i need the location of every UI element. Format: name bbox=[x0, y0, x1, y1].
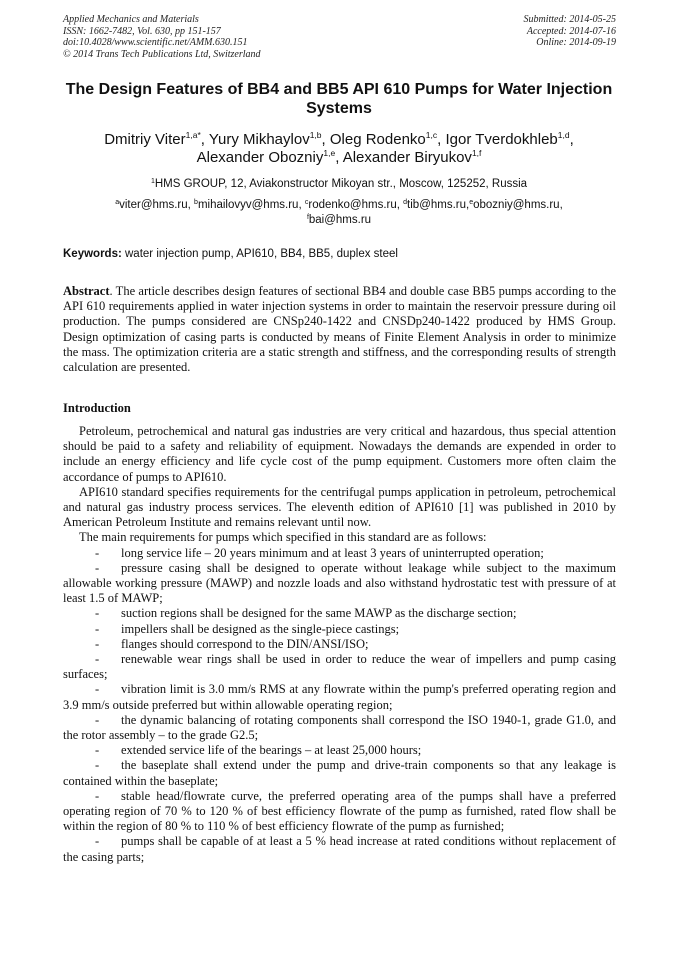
paragraph: The main requirements for pumps which specified in this standard are as follows: bbox=[79, 530, 487, 545]
requirements-list bbox=[63, 546, 616, 865]
email-link[interactable]: rodenko@hms.ru bbox=[308, 199, 397, 211]
section-heading-introduction: Introduction bbox=[63, 401, 131, 415]
email-link[interactable]: tib@hms.ru bbox=[407, 199, 467, 211]
list-item bbox=[63, 637, 616, 652]
paper-title: The Design Features of BB4 and BB5 API 610 Pumps for Water Injection Systems bbox=[65, 81, 613, 117]
author-affiliation-mark: 1,f bbox=[471, 148, 482, 158]
list-item bbox=[63, 546, 616, 561]
list-bullet: - bbox=[95, 743, 100, 758]
list-bullet: - bbox=[95, 636, 100, 651]
submitted-date: Submitted: 2014-05-25 bbox=[523, 14, 616, 25]
submission-dates bbox=[524, 14, 617, 49]
list-item-text: long service life – 20 years minimum and at least 3 years of uninterrupted operation; bbox=[121, 545, 544, 560]
paragraph: API610 standard specifies requirements for the centrifugal pumps application in petroleum, petrochemical and natural gas industry process services. The eleventh edition of API610 [1] was published in 2010 by American Petroleum Institute and remains relevant until now. bbox=[63, 484, 616, 530]
list-bullet: - bbox=[95, 758, 100, 773]
author-affiliation-mark: 1,a* bbox=[185, 130, 201, 140]
email-link[interactable]: mihailovyv@hms.ru bbox=[197, 199, 299, 211]
author-name: Alexander Obozniy bbox=[196, 149, 324, 166]
introduction-body bbox=[63, 424, 616, 865]
list-bullet: - bbox=[95, 606, 100, 621]
list-bullet: - bbox=[95, 712, 100, 727]
author-affiliation-mark: 1,e bbox=[323, 148, 336, 158]
list-item bbox=[63, 789, 616, 835]
online-date: Online: 2014-09-19 bbox=[536, 37, 616, 48]
list-bullet: - bbox=[95, 834, 100, 849]
list-item bbox=[63, 713, 616, 743]
author-name: Alexander Biryukov bbox=[342, 149, 472, 166]
abstract-label: Abstract bbox=[63, 284, 110, 298]
list-item bbox=[63, 758, 616, 788]
list-item bbox=[63, 743, 616, 758]
email-mark: a bbox=[115, 199, 120, 206]
list-item-text: flanges should correspond to the DIN/ANSI/ISO; bbox=[121, 636, 369, 651]
accepted-date: Accepted: 2014-07-16 bbox=[526, 25, 616, 37]
list-item-text: vibration limit is 3.0 mm/s RMS at any flowrate within the pump's preferred operating region and 3.9 mm/s outside preferred but within allowable operating region; bbox=[63, 682, 616, 712]
list-bullet: - bbox=[95, 621, 100, 636]
journal-doi[interactable]: doi:10.4028/www.scientific.net/AMM.630.151 bbox=[63, 37, 248, 48]
author-affiliation-mark: 1,b bbox=[309, 130, 322, 140]
list-item-text: the dynamic balancing of rotating components shall correspond the ISO 1940-1, grade G1.0, and the rotor assembly – to the grade G2.5; bbox=[63, 712, 616, 743]
author-list: Dmitriy Viter$^{1,a*}$, Yury Mikhaylov$^{1,b}$, Oleg Rodenko$^{1,c}$, Igor Tverdokhleb$^{1,d}$, Alexander Obozniy$^{1,e}$, Alexander Biryukov$^{1,f}$ bbox=[104, 130, 574, 166]
email-link[interactable]: bai@hms.ru bbox=[308, 214, 372, 226]
list-item bbox=[63, 652, 616, 682]
list-item-text: pressure casing shall be designed to operate without leakage while subject to the maximum allowable working pressure (MAWP) and nozzle loads and also withstand hydrostatic test with pressure of at least 1.5 of MAWP; bbox=[63, 560, 616, 606]
journal-name: Applied Mechanics and Materials bbox=[63, 14, 199, 25]
affiliation-text: HMS GROUP, 12, Aviakonstructor Mikoyan str., Moscow, 125252, Russia bbox=[154, 178, 528, 190]
abstract bbox=[63, 284, 616, 375]
journal-issn: ISSN: 1662-7482, Vol. 630, pp 151-157 bbox=[63, 25, 221, 37]
affiliation bbox=[40, 178, 638, 191]
list-item bbox=[63, 561, 616, 607]
list-item-text: renewable wear rings shall be used in order to reduce the wear of impellers and pump casing surfaces; bbox=[63, 652, 616, 682]
list-item-text: impellers shall be designed as the single-piece castings; bbox=[121, 621, 400, 636]
list-item-text: stable head/flowrate curve, the preferred operating area of the pumps shall have a preferred operating region of 70 % to 120 % of best efficiency flowrate of the pump as furnished, rated flow shall be within the region of 80 % to 110 % of best efficiency flowrate of the pump as furnished; bbox=[63, 788, 616, 834]
email-mark: f bbox=[306, 214, 309, 221]
author-name: Dmitriy Viter bbox=[104, 131, 186, 148]
list-item-text: pumps shall be capable of at least a 5 % head increase at rated conditions without replacement of the casing parts; bbox=[63, 834, 616, 864]
email-list: $^a$viter@hms.ru, $^b$mihailovyv@hms.ru, $^c$rodenko@hms.ru, $^d$tib@hms.ru,$^e$obozniy@hms.ru, $^f$bai@hms.ru bbox=[115, 199, 563, 226]
list-bullet: - bbox=[95, 560, 100, 575]
email-link[interactable]: viter@hms.ru bbox=[119, 199, 188, 211]
journal-copyright: © 2014 Trans Tech Publications Ltd, Switzerland bbox=[63, 48, 261, 60]
keywords-text: water injection pump, API610, BB4, BB5, duplex steel bbox=[125, 248, 398, 260]
list-item bbox=[63, 834, 616, 864]
list-item bbox=[63, 622, 616, 637]
email-link[interactable]: obozniy@hms.ru bbox=[473, 199, 560, 211]
affiliation-mark: 1 bbox=[150, 178, 155, 185]
list-item bbox=[63, 606, 616, 621]
keywords bbox=[63, 247, 616, 261]
list-item-text: the baseplate shall extend under the pump and drive-train components so that any leakage is contained within the baseplate; bbox=[63, 758, 616, 788]
author-affiliation-mark: 1,c bbox=[425, 130, 438, 140]
list-bullet: - bbox=[95, 788, 100, 803]
journal-info bbox=[63, 14, 261, 60]
email-mark: d bbox=[403, 199, 408, 206]
abstract-text: . The article describes design features of sectional BB4 and double case BB5 pumps according to the API 610 requirements applied in water injection systems in order to maintain the reservoir pressure during oil production. The pumps considered are CNSp240-1422 and CNSDp240-1422 produced by HMS Group. Design optimization of casing parts is conducted by means of Finite Element Analysis in order to minimize the mass. The optimization criteria are a static strength and stiffness, and the corresponding results of strength calculation are presented. bbox=[63, 284, 616, 375]
email-mark: b bbox=[194, 199, 198, 206]
email-mark: e bbox=[469, 199, 474, 206]
list-item-text: suction regions shall be designed for the same MAWP as the discharge section; bbox=[121, 606, 517, 621]
keywords-label: Keywords: bbox=[63, 248, 122, 260]
author-name: Oleg Rodenko bbox=[329, 131, 426, 148]
author-affiliation-mark: 1,d bbox=[557, 130, 570, 140]
author-name: Yury Mikhaylov bbox=[208, 131, 310, 148]
list-item-text: extended service life of the bearings – at least 25,000 hours; bbox=[121, 743, 422, 758]
author-name: Igor Tverdokhleb bbox=[445, 131, 558, 148]
list-bullet: - bbox=[95, 682, 100, 697]
email-mark: c bbox=[304, 199, 309, 206]
paragraph: Petroleum, petrochemical and natural gas industries are very critical and hazardous, thus special attention should be paid to a safety and reliability of equipment. Nowadays the demands are expended in order to include an energy efficiency and life cycle cost of the pump equipment. Customers more often claim the accordance of pumps to API610. bbox=[63, 424, 616, 484]
list-bullet: - bbox=[95, 652, 100, 667]
list-item bbox=[63, 682, 616, 712]
list-bullet: - bbox=[95, 545, 100, 560]
